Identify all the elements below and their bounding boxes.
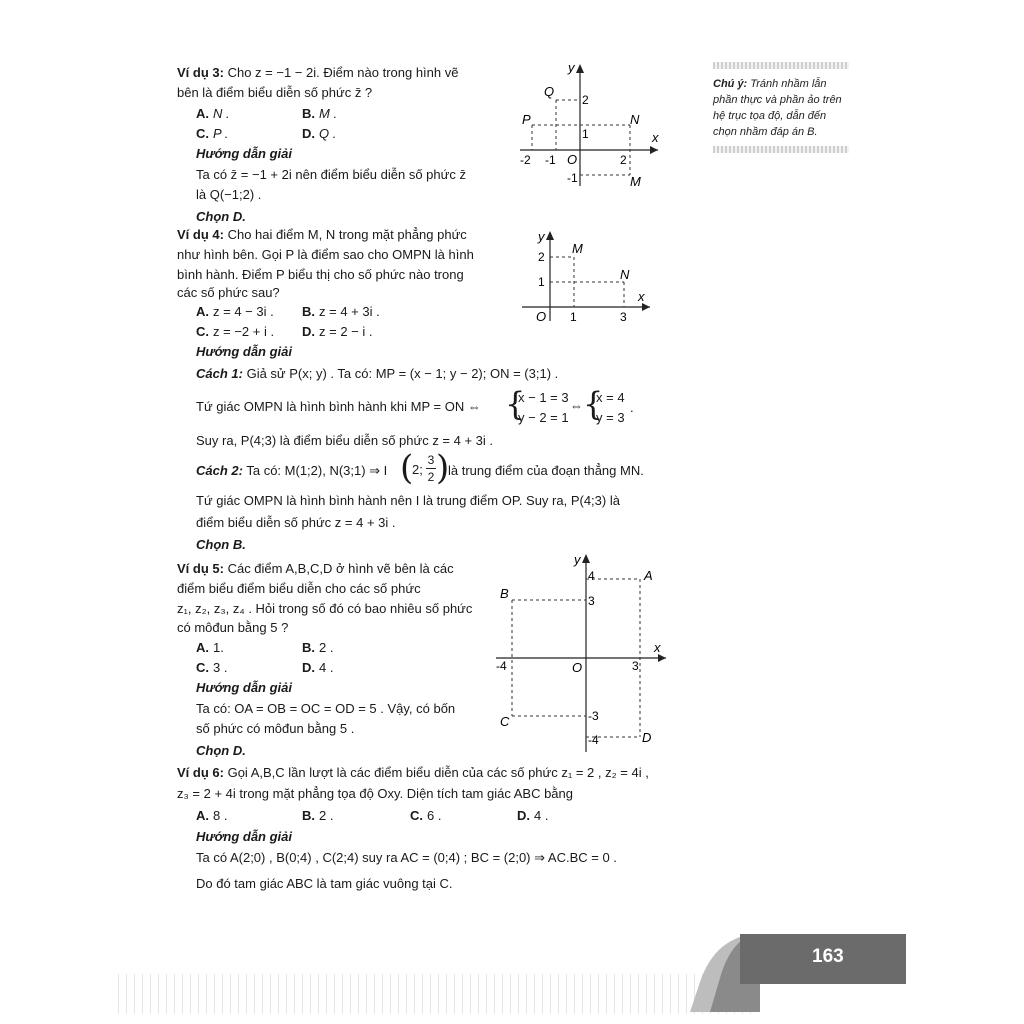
ex6-question-line1 [177,764,649,782]
ex3-tick-xm2: -2 [520,153,531,167]
ex6-option-d: D. 4 . [517,808,549,823]
ex4-question-line4: các số phức sau? [177,285,280,300]
ex3-origin: O [567,152,578,167]
ex3-question-line2: bên là điểm biểu diễn số phức z̄ ? [177,85,373,100]
ex5-question-line2: điểm biểu điểm biểu diễn cho các số phức [177,581,421,596]
ex4-system1-brace: { [505,385,526,423]
ex5-tick-y4: 4 [588,569,595,583]
ex3-option-b: B. M . [302,106,338,121]
ex5-point-c: C [500,714,510,729]
ex4-tick-x1: 1 [570,310,577,324]
ex4-method1-line3: Suy ra, P(4;3) là điểm biểu diễn số phức z = 4 + 3i . [196,433,494,448]
ex5-title: Ví dụ 5: [177,561,224,576]
ex3-tick-y1: 1 [582,127,589,141]
ex3-guide-heading: Hướng dẫn giải [196,146,293,161]
ex3-solution-line2: là Q(−1;2) . [196,187,262,202]
ex3-y-label: y [568,60,575,75]
ex5-point-d: D [642,730,652,745]
ex4-method2-line1: Cách 2: Ta có: M(1;2), N(3;1) ⇒ I [196,463,388,478]
ex4-option-b: B. z = 4 + 3i . [302,304,380,319]
side-note [713,76,853,140]
ex5-option-b: B. 2 . [302,640,334,655]
ex6-option-c: C. 6 . [410,808,442,823]
ex6-q1: Gọi A,B,C lần lượt là các điểm biểu diễn của các số phức z₁ = 2 , z₂ = 4i , [227,765,649,780]
ex5-tick-xm4: -4 [496,659,507,673]
page-number: 163 [812,946,844,967]
ex4-q1: Cho hai điểm M, N trong mặt phẳng phức [227,227,467,242]
ex5-origin: O [572,660,583,675]
ex4-system2: x = 4 y = 3 [596,390,625,425]
ex4-method2-tail: là trung điểm của đoạn thẳng MN. [448,463,644,478]
ex3-tick-y2: 2 [582,93,589,107]
note-top-bar [713,62,849,69]
ex6-solution-line1: Ta có A(2;0) , B(0;4) , C(2;4) suy ra AC = (0;4) ; BC = (2;0) ⇒ AC.BC = 0 . [196,850,617,865]
ex6-title: Ví dụ 6: [177,765,224,780]
ex4-fraction: 3 2 [427,453,435,484]
ex3-tick-x2: 2 [620,153,627,167]
ex4-origin: O [536,309,547,324]
ex4-system1: x − 1 = 3 y − 2 = 1 [518,390,569,425]
ex4-point-m: M [572,241,583,256]
ex5-guide-heading: Hướng dẫn giải [196,680,293,695]
ex5-question-line1 [177,560,454,578]
ex4-question-line3: bình hành. Điểm P biểu thị cho số phức nào trong [177,267,464,282]
ex4-answer: Chọn B. [196,537,246,552]
ex4-tick-y1: 1 [538,275,545,289]
ex3-option-d: D. Q . [302,126,337,141]
ex6-guide-heading: Hướng dẫn giải [196,829,293,844]
note-text: Tránh nhầm lẫn phần thực và phần ảo trên hệ trục tọa độ, dẫn đến chọn nhầm đáp án B. [713,78,842,138]
ex3-title: Ví dụ 3: [177,65,224,80]
ex4-system-arrow: ⇔ [570,398,583,413]
ex3-option-a: A. N . [196,106,230,121]
ex4-paren-open: ( [400,448,414,488]
ex3-answer: Chọn D. [196,209,246,224]
ex5-point-b: B [500,586,509,601]
ex5-option-d: D. 4 . [302,660,334,675]
ex4-option-d: D. z = 2 − i . [302,324,373,339]
ex4-x-label: x [638,289,645,304]
ex5-y-label: y [574,552,581,567]
ex5-point-a: A [644,568,653,583]
ex4-method2-line2: Tứ giác OMPN là hình bình hành nên I là trung điểm OP. Suy ra, P(4;3) là [196,493,620,508]
ex3-option-c: C. P . [196,126,229,141]
ex3-point-q: Q [544,84,555,99]
ex4-option-c: C. z = −2 + i . [196,324,275,339]
ex4-point-n: N [620,267,630,282]
ex5-tick-ym4: -4 [588,733,599,747]
ex3-x-label: x [652,130,659,145]
ex5-q1: Các điểm A,B,C,D ở hình vẽ bên là các [227,561,454,576]
ex3-y-arrow [576,64,584,73]
ex6-option-a: A. 8 . [196,808,228,823]
ex4-system2-brace: { [583,385,604,423]
ex4-question-line1 [177,226,467,244]
ex5-question-line4: có môđun bằng 5 ? [177,620,289,635]
note-label: Chú ý: [713,78,748,90]
ex3-point-m: M [630,174,641,189]
ex6-question-line2: z₃ = 2 + 4i trong mặt phẳng tọa độ Oxy. Diện tích tam giác ABC bằng [177,786,573,801]
ex4-y-label: y [538,229,545,244]
ex4-option-a: A. z = 4 − 3i . [196,304,274,319]
ex4-tick-x3: 3 [620,310,627,324]
ex5-tick-ym3: -3 [588,709,599,723]
ex3-point-p: P [522,112,531,127]
ex4-guide-heading: Hướng dẫn giải [196,344,293,359]
ex5-solution-line2: số phức có môđun bằng 5 . [196,721,355,736]
ex3-question-line1 [177,64,458,82]
ex3-tick-xm1: -1 [545,153,556,167]
ex5-option-a: A. 1. [196,640,224,655]
ex3-x-arrow [650,146,658,154]
ex5-option-c: C. 3 . [196,660,228,675]
ex5-question-line3: z₁, z₂, z₃, z₄ . Hỏi trong số đó có bao nhiêu số phức [177,601,473,616]
ex5-answer: Chọn D. [196,743,246,758]
ex4-frac-pre: 2; [412,462,423,477]
ex5-graph [494,548,674,754]
ex3-graph [510,58,670,192]
ex4-question-line2: như hình bên. Gọi P là điểm sao cho OMPN là hình [177,247,474,262]
ex3-point-n: N [630,112,640,127]
ex4-method2-line3: điểm biểu diễn số phức z = 4 + 3i . [196,515,396,530]
ex4-method1-line2: Tứ giác OMPN là hình bình hành khi MP = ON ⇔ [196,399,481,414]
ex4-system-dot: . [630,400,634,415]
ex4-tick-y2: 2 [538,250,545,264]
ex6-option-b: B. 2 . [302,808,334,823]
ex4-paren-close: ) [436,448,450,488]
footer-pattern [118,974,758,1014]
ex5-x-label: x [654,640,661,655]
ex5-tick-x3: 3 [632,659,639,673]
ex4-graph [520,225,660,325]
ex4-title: Ví dụ 4: [177,227,224,242]
ex5-tick-y3: 3 [588,594,595,608]
note-bottom-bar [713,146,849,153]
ex3-q1: Cho z = −1 − 2i. Điểm nào trong hình vẽ [227,65,459,80]
ex5-solution-line1: Ta có: OA = OB = OC = OD = 5 . Vậy, có bốn [196,701,456,716]
ex6-solution-line2: Do đó tam giác ABC là tam giác vuông tại C. [196,876,453,891]
ex3-tick-ym1: -1 [567,171,578,185]
ex4-method1-line1: Cách 1: Giả sử P(x; y) . Ta có: MP = (x − 1; y − 2); ON = (3;1) . [196,366,559,381]
ex3-solution-line1: Ta có z̄ = −1 + 2i nên điểm biểu diễn số phức z̄ [196,167,466,182]
